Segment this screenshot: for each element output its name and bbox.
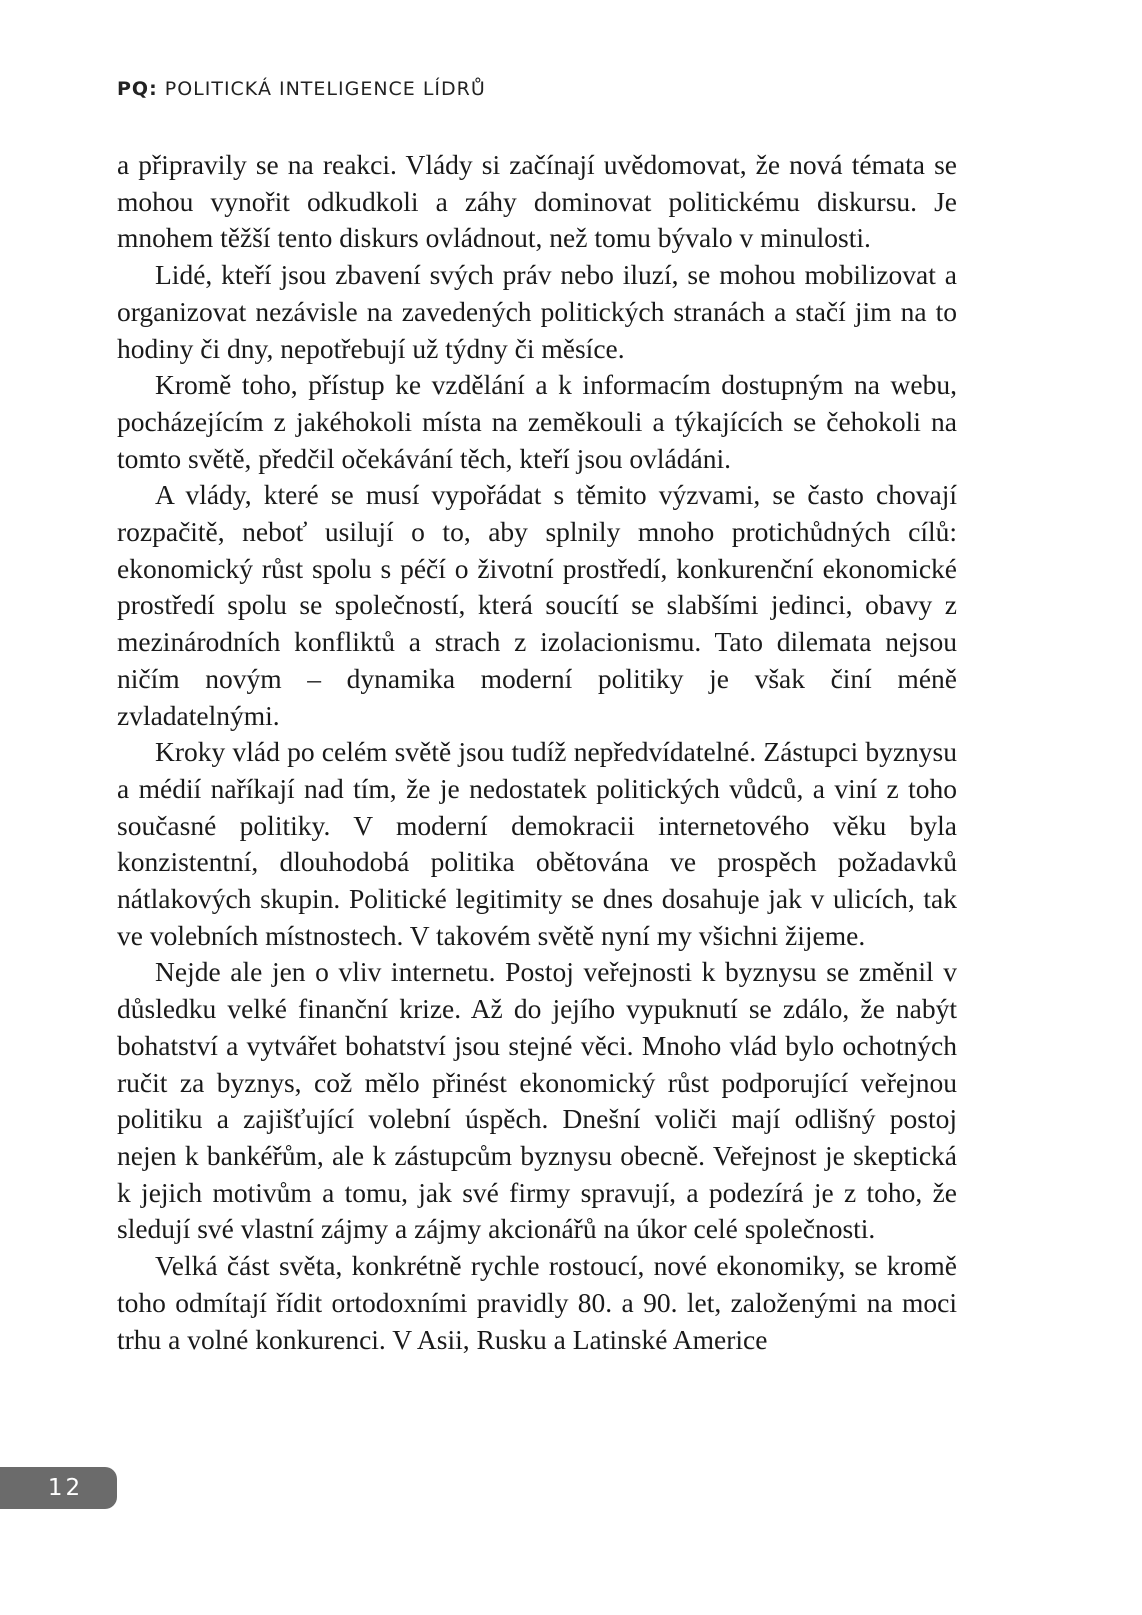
page-number: 12 bbox=[0, 1467, 117, 1509]
paragraph-4: A vlády, které se musí vypořádat s těmito výzvami, se často chovají rozpačitě, neboť usilují o to, aby splnily mnoho protichůdných cílů: ekonomický růst spolu s péčí o životní prostředí, konkurenční ekonomické prostředí spolu se společností, která soucítí se slabšími jedinci, obavy z mezinárodních konfliktů a strach z izolacionismu. Tato dilemata nejsou ničím novým – dynamika moderní politiky je však činí méně zvladatelnými. bbox=[117, 479, 957, 731]
header-prefix: PQ: bbox=[117, 78, 158, 100]
paragraph-2: Lidé, kteří jsou zbavení svých práv nebo iluzí, se mohou mobilizovat a organizovat nezávisle na zavedených politických stranách a stačí jim na to hodiny či dny, nepotřebují už týdny či měsíce. bbox=[117, 259, 957, 364]
paragraph-5: Kroky vlád po celém světě jsou tudíž nepředvídatelné. Zástupci byznysu a médií naříkají nad tím, že je nedostatek politických vůdců, a viní z toho současné politiky. V moderní demokracii internetového věku byla konzistentní, dlouhodobá politika obětována ve prospěch požadavků nátlakových skupin. Politické legitimity se dnes dosahuje jak v ulicích, tak ve volebních místnostech. V takovém světě nyní my všichni žijeme. bbox=[117, 736, 957, 951]
paragraph-3: Kromě toho, přístup ke vzdělání a k informacím dostupným na webu, pocházejícím z jakéhokoli místa na zeměkouli a týkajících se čehokoli na tomto světě, předčil očekávání těch, kteří jsou ovládáni. bbox=[117, 369, 957, 474]
running-header bbox=[117, 78, 486, 100]
body-text bbox=[117, 147, 957, 1358]
paragraph-1: a připravily se na reakci. Vlády si začínají uvědomovat, že nová témata se mohou vynořit odkudkoli a záhy dominovat politickému diskursu. Je mnohem těžší tento diskurs ovládnout, než tomu bývalo v minulosti. bbox=[117, 149, 957, 254]
paragraph-7: Velká část světa, konkrétně rychle rostoucí, nové ekonomiky, se kromě toho odmítají řídit ortodoxními pravidly 80. a 90. let, založenými na moci trhu a volné konkurenci. V Asii, Rusku a Latinské Americe bbox=[117, 1250, 957, 1355]
header-title: POLITICKÁ INTELIGENCE LÍDRŮ bbox=[164, 78, 486, 100]
paragraph-6: Nejde ale jen o vliv internetu. Postoj veřejnosti k byznysu se změnil v důsledku velké finanční krize. Až do jejího vypuknutí se zdálo, že nabýt bohatství a vytvářet bohatství jsou stejné věci. Mnoho vlád bylo ochotných ručit za byznys, což mělo přinést ekonomický růst podporující veřejnou politiku a zajišťující volební úspěch. Dnešní voliči mají odlišný postoj nejen k bankéřům, ale k zástupcům byznysu obecně. Veřejnost je skeptická k jejich motivům a tomu, jak své firmy spravují, a podezírá je z toho, že sledují své vlastní zájmy a zájmy akcionářů na úkor celé společnosti. bbox=[117, 956, 957, 1245]
